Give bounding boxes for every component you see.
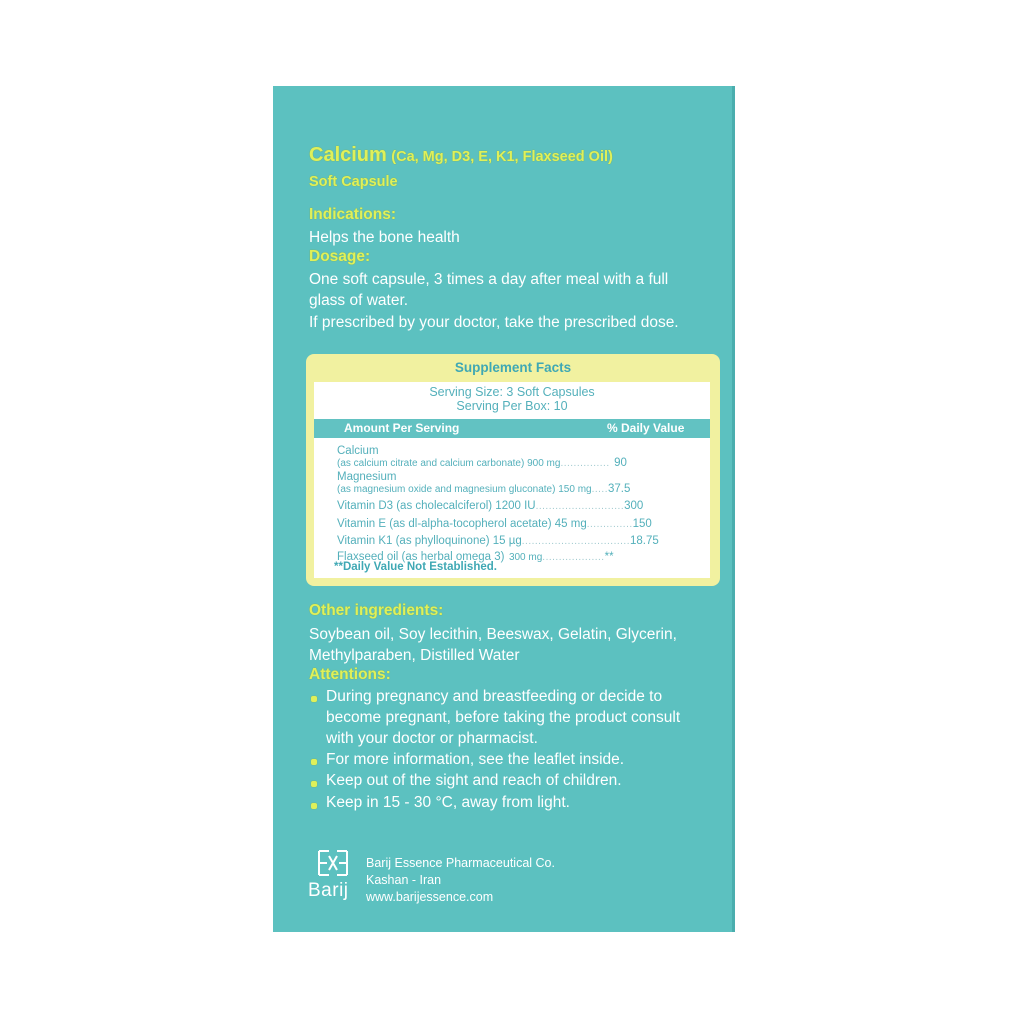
- nutrient-dv: 150: [632, 518, 652, 530]
- attention-item-line: become pregnant, before taking the product consult: [326, 709, 681, 726]
- nutrient-name: Vitamin K1 (as phylloquinone) 15 µg: [337, 535, 522, 547]
- barij-logo-text: Barij: [308, 880, 349, 901]
- supplement-facts-table: [314, 382, 710, 578]
- indications-text: Helps the bone health: [309, 229, 460, 246]
- manufacturer-location: Kashan - Iran: [366, 873, 442, 887]
- product-name: Calcium: [309, 144, 387, 166]
- attention-item-line: For more information, see the leaflet inside.: [326, 751, 625, 768]
- nutrient-leader: .....: [591, 484, 608, 495]
- nutrient-name: Vitamin E (as dl-alpha-tocopherol acetate) 45 mg: [337, 518, 587, 530]
- ingredients-line: Methylparaben, Distilled Water: [309, 647, 520, 664]
- bullet-icon: [311, 803, 317, 809]
- nutrient-name: Magnesium: [337, 471, 397, 483]
- package-edge: [732, 86, 735, 932]
- nutrient-source: (as magnesium oxide and magnesium gluconate) 150 mg: [337, 484, 592, 495]
- nutrient-row: [337, 455, 627, 470]
- dosage-line: glass of water.: [309, 292, 409, 309]
- attention-item-line: During pregnancy and breastfeeding or decide to: [326, 688, 663, 705]
- bullet-icon: [311, 781, 317, 787]
- daily-value-note: **Daily Value Not Established.: [334, 561, 497, 573]
- col-amount-per-serving: Amount Per Serving: [344, 421, 460, 435]
- package-back-panel: [273, 86, 735, 932]
- col-daily-value: % Daily Value: [607, 421, 685, 435]
- facts-header-row: [314, 419, 710, 438]
- barij-logo-icon: [315, 848, 351, 878]
- nutrient-dv: **: [604, 551, 614, 563]
- nutrient-name: Vitamin D3 (as cholecalciferol) 1200 IU: [337, 500, 536, 512]
- nutrient-name: Flaxseed oil (as herbal omega 3): [337, 551, 505, 563]
- indications-heading: Indications:: [309, 206, 396, 223]
- nutrient-leader: ..............: [586, 519, 633, 530]
- nutrient-row: [337, 498, 643, 513]
- nutrient-leader: ...........................: [535, 501, 625, 512]
- attention-item-line: with your doctor or pharmacist.: [326, 730, 538, 747]
- attention-item-line: Keep out of the sight and reach of children.: [326, 772, 622, 789]
- ingredients-line: Soybean oil, Soy lecithin, Beeswax, Gelatin, Glycerin,: [309, 626, 677, 643]
- dosage-line: One soft capsule, 3 times a day after meal with a full: [309, 271, 669, 288]
- attentions-heading: Attentions:: [309, 666, 391, 683]
- nutrient-row: [337, 516, 652, 531]
- nutrient-source: (as calcium citrate and calcium carbonate) 900 mg: [337, 458, 561, 469]
- dosage-heading: Dosage:: [309, 248, 371, 265]
- other-ingredients-heading: Other ingredients:: [309, 602, 444, 619]
- nutrient-amount: 300 mg: [508, 552, 543, 563]
- nutrient-leader: ...............: [560, 458, 610, 469]
- serving-size: Serving Size: 3 Soft Capsules: [429, 385, 595, 399]
- nutrient-dv: 18.75: [629, 535, 659, 547]
- product-form: Soft Capsule: [309, 174, 398, 190]
- bullet-icon: [311, 696, 317, 702]
- manufacturer-website: www.barijessence.com: [366, 890, 494, 904]
- attention-item-line: Keep in 15 - 30 °C, away from light.: [326, 794, 570, 811]
- nutrient-dv: 300: [624, 500, 644, 512]
- manufacturer-name: Barij Essence Pharmaceutical Co.: [366, 856, 555, 870]
- serving-per-box: Serving Per Box: 10: [456, 399, 568, 413]
- product-title: [309, 144, 613, 167]
- product-composition: (Ca, Mg, D3, E, K1, Flaxseed Oil): [391, 149, 613, 165]
- nutrient-dv: 90: [614, 457, 627, 469]
- bullet-icon: [311, 759, 317, 765]
- dosage-line: If prescribed by your doctor, take the prescribed dose.: [309, 314, 679, 331]
- nutrient-dv: 37.5: [608, 483, 631, 495]
- supplement-facts-panel: [306, 354, 720, 586]
- nutrient-row: [337, 481, 630, 496]
- supplement-facts-title: Supplement Facts: [454, 360, 572, 375]
- nutrient-row: [337, 533, 659, 548]
- nutrient-leader: .................................: [521, 536, 630, 547]
- nutrient-leader: ...................: [542, 552, 605, 563]
- nutrient-name: Calcium: [337, 445, 379, 457]
